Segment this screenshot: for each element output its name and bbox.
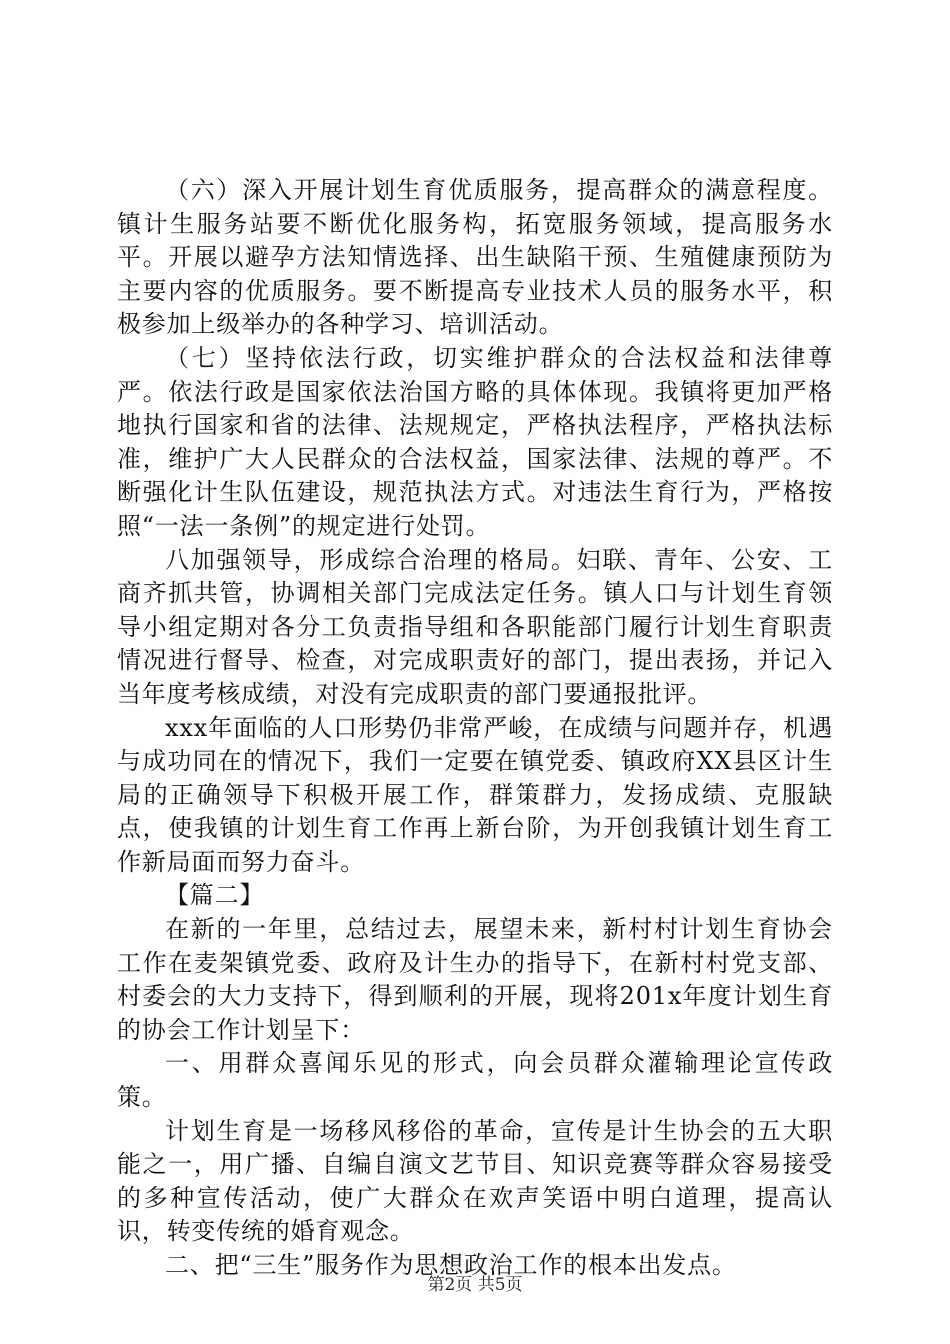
paragraph-item-one-body: 计划生育是一场移风移俗的革命，宣传是计生协会的五大职能之一，用广播、自编自演文艺节目、知识竞赛等群众容易接受的多种宣传活动，使广大群众在欢声笑语中明白道理，提高认识，转变传统的婚育观念。	[117, 1116, 833, 1246]
paragraph-item-one-heading: 一、用群众喜闻乐见的形式，向会员群众灌输理论宣传政策。	[117, 1049, 833, 1112]
section-heading-part-two: 【篇二】	[165, 881, 265, 910]
paragraph-section-8: 八加强领导，形成综合治理的格局。妇联、青年、公安、工商齐抓共管，协调相关部门完成法定任务。镇人口与计划生育领导小组定期对各分工负责指导组和各职能部门履行计划生育职责情况进行督导、检查，对完成职责好的部门，提出表扬，并记入当年度考核成绩，对没有完成职责的部门要通报批评。	[117, 545, 833, 708]
document-body	[117, 174, 833, 1283]
paragraph-part-two-intro: 在新的一年里，总结过去，展望未来，新村村计划生育协会工作在麦架镇党委、政府及计生办的指导下，在新村村党支部、村委会的大力支持下，得到顺利的开展，现将201x年度计划生育的协会工作计划呈下：	[117, 915, 833, 1044]
paragraph-section-6: （六）深入开展计划生育优质服务，提高群众的满意程度。镇计生服务站要不断优化服务构，拓宽服务领域，提高服务水平。开展以避孕方法知情选择、出生缺陷干预、生殖健康预防为主要内容的优质服务。要不断提高专业技术人员的服务水平，积极参加上级举办的各种学习、培训活动。	[117, 176, 833, 339]
paragraph-section-7: （七）坚持依法行政，切实维护群众的合法权益和法律尊严。依法行政是国家依法治国方略的具体体现。我镇将更加严格地执行国家和省的法律、法规规定，严格执法程序，严格执法标准，维护广大人民群众的合法权益，国家法律、法规的尊严。不断强化计生队伍建设，规范执法方式。对违法生育行为，严格按照“一法一条例”的规定进行处罚。	[117, 343, 833, 540]
paragraph-conclusion: xxx年面临的人口形势仍非常严峻，在成绩与问题并存，机遇与成功同在的情况下，我们一定要在镇党委、镇政府XX县区计生局的正确领导下积极开展工作，群策群力，发扬成绩、克服缺点，使我镇的计划生育工作再上新台阶，为开创我镇计划生育工作新局面而努力奋斗。	[117, 713, 833, 876]
page-number-footer: 第2页 共5页	[427, 1275, 523, 1295]
paragraph-item-two-heading: 二、把“三生”服务作为思想政治工作的根本出发点。	[165, 1251, 737, 1279]
